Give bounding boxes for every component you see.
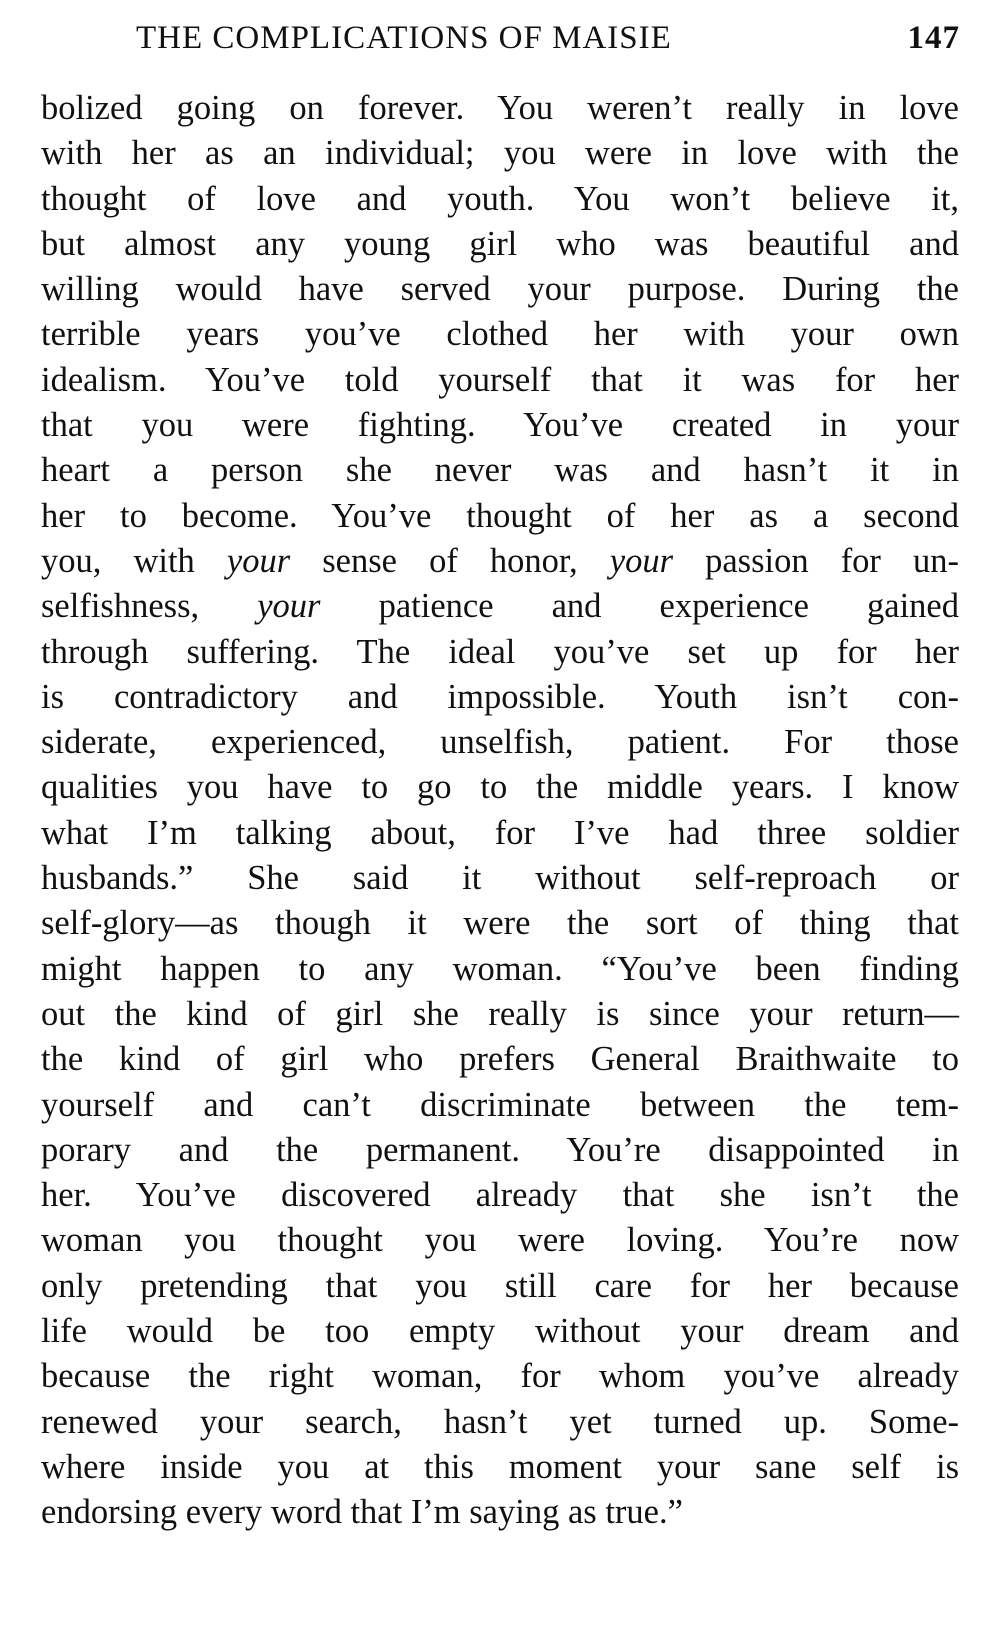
text-line: self-glory—as though it were the sort of thing that — [41, 904, 959, 943]
text-line: thought of love and youth. You won’t believe it, — [41, 179, 959, 218]
text-line: because the right woman, for whom you’ve already — [41, 1357, 959, 1396]
body-text — [41, 86, 959, 1536]
text-line: the kind of girl who prefers General Braithwaite to — [41, 1040, 959, 1079]
text-line: porary and the permanent. You’re disappointed in — [41, 1130, 959, 1169]
text-line: you, with your sense of honor, your passion for un- — [41, 541, 960, 580]
text-line: bolized going on forever. You weren’t really in love — [41, 89, 959, 127]
text-line: willing would have served your purpose. During the — [41, 270, 959, 309]
text-line: out the kind of girl she really is since your return— — [41, 994, 959, 1033]
text-line: through suffering. The ideal you’ve set up for her — [41, 632, 959, 671]
text-line: endorsing every word that I’m saying as true.” — [41, 1493, 683, 1532]
text-line: qualities you have to go to the middle years. I know — [41, 768, 959, 807]
text-line: only pretending that you still care for her because — [41, 1266, 959, 1305]
text-line: what I’m talking about, for I’ve had three soldier — [41, 813, 959, 852]
text-line: with her as an individual; you were in love with the — [41, 134, 959, 173]
text-line: yourself and can’t discriminate between the tem- — [41, 1085, 959, 1124]
italic-emphasis: your — [609, 541, 673, 580]
text-line: life would be too empty without your dream and — [41, 1312, 959, 1351]
text-line: selfishness, your patience and experience gained — [41, 587, 959, 626]
text-line: where inside you at this moment your sane self is — [41, 1447, 959, 1486]
page-number: 147 — [907, 20, 960, 56]
text-line: her to become. You’ve thought of her as a second — [41, 496, 959, 535]
text-line: terrible years you’ve clothed her with your own — [41, 315, 959, 354]
text-line: is contradictory and impossible. Youth isn’t con- — [41, 677, 959, 716]
text-line: her. You’ve discovered already that she isn’t the — [41, 1176, 959, 1215]
running-head-title: THE COMPLICATIONS OF MAISIE — [136, 20, 672, 56]
italic-emphasis: your — [257, 587, 321, 626]
text-line: heart a person she never was and hasn’t it in — [41, 451, 959, 490]
running-head — [40, 14, 960, 64]
text-line: renewed your search, hasn’t yet turned up. Some- — [41, 1402, 959, 1441]
text-line: but almost any young girl who was beautiful and — [41, 224, 959, 263]
text-line: husbands.” She said it without self-reproach or — [41, 859, 959, 898]
italic-emphasis: your — [226, 541, 291, 580]
text-line: idealism. You’ve told yourself that it was for her — [41, 360, 959, 399]
text-line: woman you thought you were loving. You’re now — [41, 1221, 959, 1260]
text-line: siderate, experienced, unselfish, patient. For those — [41, 723, 959, 762]
text-line: that you were fighting. You’ve created in your — [41, 406, 959, 445]
text-line: might happen to any woman. “You’ve been finding — [41, 949, 959, 988]
